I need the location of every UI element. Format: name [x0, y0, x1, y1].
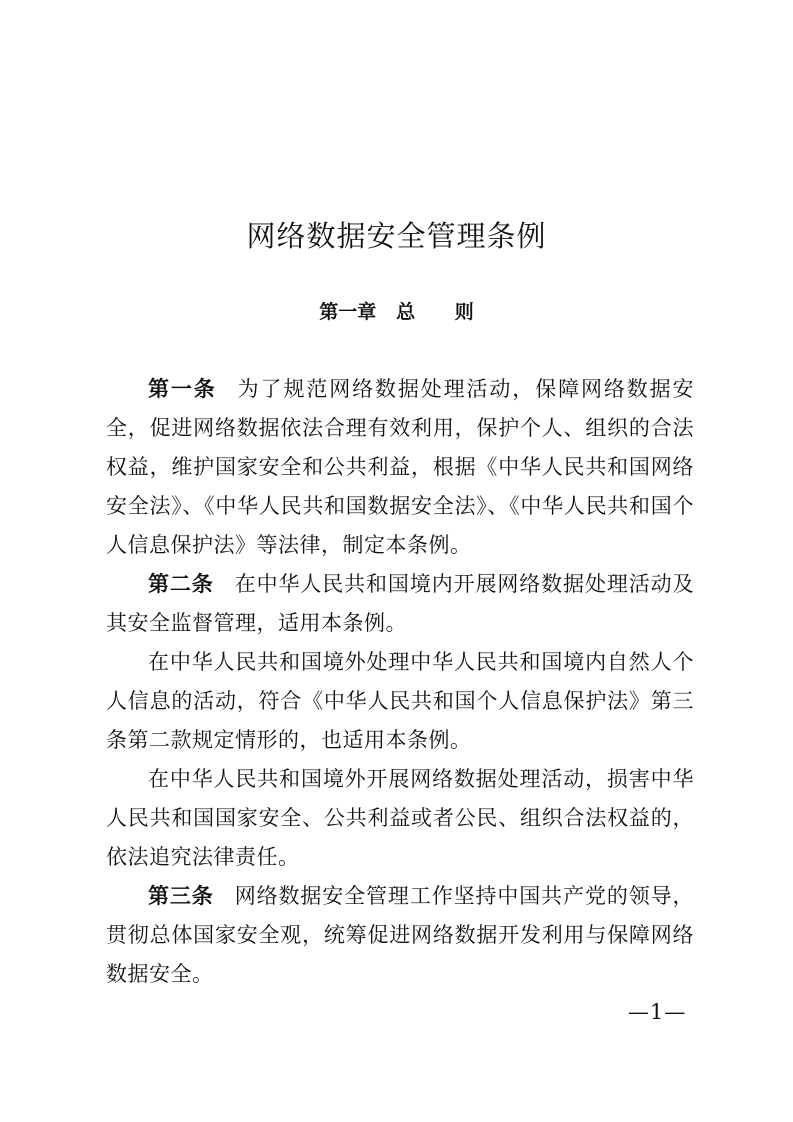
article-number: 第一条 — [148, 377, 217, 401]
article-number: 第三条 — [148, 884, 214, 908]
article-paragraph — [106, 877, 694, 994]
article-paragraph — [106, 643, 694, 760]
document-title: 网络数据安全管理条例 — [246, 219, 547, 253]
article-paragraph — [106, 565, 694, 643]
article-paragraph — [106, 760, 694, 877]
document-body — [106, 370, 694, 994]
paragraph-text: 网络数据安全管理工作坚持中国共产党的领导，贯彻总体国家安全观，统筹促进网络数据开发利用与保障网络数据安全。 — [106, 884, 695, 986]
paragraph-text: 为了规范网络数据处理活动，保障网络数据安全，促进网络数据依法合理有效利用，保护个人、组织的合法权益，维护国家安全和公共利益，根据《中华人民共和国网络安全法》、《中华人民共和国数据安全法》、《中华人民共和国个人信息保护法》等法律，制定本条例。 — [106, 377, 695, 557]
paragraph-text: 在中华人民共和国境外处理中华人民共和国境内自然人个人信息的活动，符合《中华人民共和国个人信息保护法》第三条第二款规定情形的，也适用本条例。 — [106, 650, 694, 752]
article-paragraph — [106, 370, 694, 565]
paragraph-text: 在中华人民共和国境内开展网络数据处理活动及其安全监督管理，适用本条例。 — [106, 572, 695, 635]
chapter-heading: 第一章 总 则 — [319, 301, 474, 323]
paragraph-text: 在中华人民共和国境外开展网络数据处理活动，损害中华人民共和国国家安全、公共利益或者公民、组织合法权益的，依法追究法律责任。 — [106, 767, 694, 869]
page-number: —1— — [628, 1000, 687, 1024]
article-number: 第二条 — [148, 572, 214, 596]
